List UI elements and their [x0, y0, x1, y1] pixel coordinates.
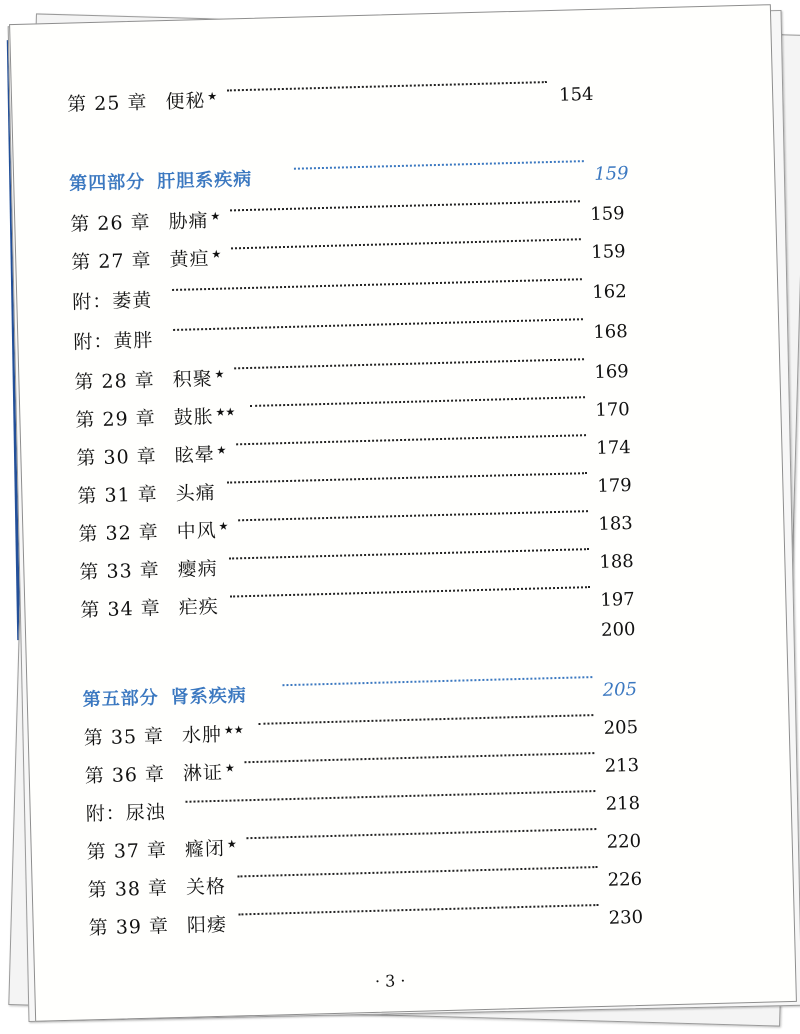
- toc-part-heading[interactable]: [82, 668, 683, 714]
- page-number: 213: [604, 754, 640, 777]
- toc-entry[interactable]: [78, 502, 679, 548]
- page-folio: · 3 ·: [374, 971, 406, 991]
- chapter-number: 第 34 章: [80, 597, 161, 622]
- chapter-number: 第 32 章: [78, 521, 159, 546]
- chapter-title: 中风: [176, 519, 217, 543]
- chapter-number: 第 37 章: [86, 839, 168, 864]
- table-of-contents: [66, 60, 666, 991]
- chapter-number: 第 30 章: [76, 445, 157, 470]
- page-number: 218: [605, 792, 641, 815]
- dot-leader: [172, 276, 582, 291]
- chapter-number: 第 36 章: [84, 763, 166, 788]
- page-number: 159: [593, 162, 629, 185]
- page-number: 154: [558, 83, 594, 106]
- chapter-title: 瘿病: [177, 557, 218, 581]
- toc-entry[interactable]: [73, 310, 674, 356]
- part-title: 肝胆系疾病: [156, 168, 253, 193]
- appendix-label: 附：萎黄: [72, 289, 153, 314]
- chapter-number: 第 27 章: [71, 249, 152, 274]
- page-number: 220: [606, 830, 642, 853]
- chapter-number: 第 35 章: [83, 725, 165, 750]
- chapter-number: 第 28 章: [74, 369, 155, 394]
- chapter-title: 疟疾: [178, 595, 219, 619]
- toc-entry[interactable]: [77, 464, 678, 510]
- dot-leader: [230, 584, 590, 597]
- toc-entry[interactable]: [84, 744, 685, 790]
- chapter-title: 阳痿: [186, 913, 228, 937]
- toc-entry[interactable]: [79, 540, 680, 586]
- chapter-title: 关格: [185, 875, 227, 899]
- toc-part-heading[interactable]: [69, 152, 670, 198]
- chapter-title: 癃闭: [184, 837, 226, 861]
- dot-leader: [244, 750, 594, 763]
- chapter-title: 淋证: [182, 761, 224, 785]
- toc-entry[interactable]: [87, 858, 688, 904]
- page-number: 179: [597, 475, 632, 497]
- dot-leader: [294, 158, 584, 170]
- star-marker: ★: [218, 519, 229, 533]
- part-number: 第四部分: [69, 171, 146, 195]
- part-title: 肾系疾病: [170, 685, 248, 709]
- page-number: 174: [596, 437, 631, 459]
- page-number: 159: [590, 241, 626, 263]
- dot-leader: [258, 712, 593, 725]
- star-marker: ★: [214, 367, 225, 381]
- dot-leader: [238, 902, 598, 915]
- page-number: 170: [595, 399, 631, 421]
- dot-leader: [250, 394, 585, 407]
- chapter-title: 积聚: [172, 367, 213, 391]
- star-marker: ★: [207, 89, 218, 103]
- toc-entry[interactable]: [71, 230, 672, 276]
- dot-leader: [238, 508, 588, 521]
- chapter-title: 便秘: [165, 90, 206, 114]
- page-number: 183: [598, 512, 633, 535]
- toc-entry[interactable]: [83, 706, 684, 752]
- star-marker: ★★: [215, 405, 236, 419]
- star-marker: ★: [211, 247, 222, 261]
- toc-entry[interactable]: [85, 782, 686, 828]
- dot-leader: [231, 236, 581, 249]
- chapter-title: 胁痛: [168, 209, 209, 234]
- page-number: 162: [592, 281, 627, 303]
- dot-leader: [237, 864, 597, 877]
- appendix-label: 附：黄胖: [73, 329, 154, 354]
- toc-entry[interactable]: [72, 270, 673, 316]
- chapter-title: 黄疸: [169, 247, 210, 272]
- star-marker: ★★: [223, 722, 244, 737]
- page-number: 230: [608, 906, 644, 929]
- chapter-number: 第 33 章: [79, 559, 160, 584]
- toc-entry[interactable]: [88, 896, 689, 942]
- dot-leader: [234, 356, 584, 369]
- page-number: 200: [600, 618, 636, 641]
- dot-leader: [282, 674, 592, 686]
- page-number: 168: [593, 321, 628, 343]
- chapter-number: 第 38 章: [87, 877, 169, 902]
- toc-page: [9, 4, 797, 1022]
- star-marker: ★: [226, 837, 237, 851]
- toc-entry[interactable]: [67, 72, 668, 118]
- dot-leader: [173, 316, 583, 331]
- dot-leader: [236, 432, 586, 445]
- chapter-number: 第 29 章: [75, 407, 156, 432]
- toc-entry[interactable]: [70, 192, 671, 238]
- dot-leader: [230, 198, 580, 211]
- star-marker: ★: [224, 761, 235, 775]
- chapter-number: 第 31 章: [77, 483, 158, 508]
- page-number: 205: [602, 678, 638, 701]
- toc-entry[interactable]: [74, 350, 675, 396]
- page-number: 197: [600, 588, 635, 611]
- appendix-label: 附：尿浊: [85, 801, 167, 826]
- toc-entry[interactable]: [75, 388, 676, 434]
- dot-leader: [185, 788, 595, 803]
- page-number: 205: [603, 716, 639, 739]
- chapter-number: 第 26 章: [70, 211, 151, 236]
- dot-leader: [227, 79, 547, 91]
- toc-entry[interactable]: [76, 426, 677, 472]
- chapter-title: 头痛: [175, 481, 216, 505]
- page-number: 159: [589, 203, 625, 225]
- chapter-title: 眩晕: [174, 443, 215, 467]
- page-number: 226: [607, 868, 643, 891]
- star-marker: ★: [210, 209, 221, 223]
- dot-leader: [246, 826, 596, 839]
- page-number: 169: [594, 361, 630, 383]
- chapter-title: 水肿: [181, 723, 223, 747]
- dot-leader: [229, 546, 589, 559]
- chapter-number: 第 39 章: [88, 915, 170, 940]
- part-number: 第五部分: [82, 687, 160, 711]
- chapter-title: 鼓胀: [173, 405, 214, 429]
- star-marker: ★: [216, 443, 227, 457]
- dot-leader: [227, 470, 587, 483]
- chapter-number: 第 25 章: [66, 91, 148, 116]
- toc-entry[interactable]: [86, 820, 687, 866]
- page-number: 188: [599, 550, 634, 573]
